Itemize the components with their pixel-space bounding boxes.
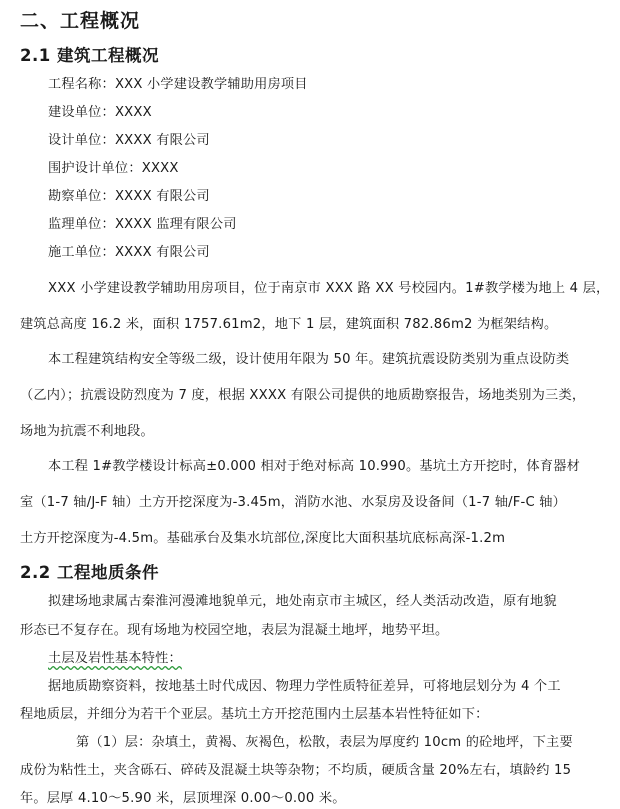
para-overview-line-1: XXX 小学建设教学辅助用房项目，位于南京市 XXX 路 XX 号校园内。1#教学楼为地上 4 层， (48, 281, 610, 296)
subsection-heading-building: 2.1 建筑工程概况 (20, 46, 159, 65)
para-seismic-line-2: （乙内）；抗震设防烈度为 7 度，根据 XXXX 有限公司提供的地质勘察报告，场地类别为三类， (20, 388, 586, 403)
para-excavation-line-1: 本工程 1#教学楼设计标高±0.000 相对于绝对标高 10.990。基坑土方开挖时，体育器材 (48, 459, 580, 474)
para-seismic-line-1: 本工程建筑结构安全等级二级，设计使用年限为 50 年。建筑抗震设防类别为重点设防类 (48, 352, 570, 367)
info-line-construction-unit: 建设单位：XXXX (48, 105, 152, 120)
info-line-project-name: 工程名称：XXX 小学建设教学辅助用房项目 (48, 77, 308, 92)
para-geology-line-2: 形态已不复存在。现有场地为校园空地，表层为混凝土地坪，地势平坦。 (20, 623, 449, 638)
info-line-enclosure-design-unit: 围护设计单位：XXXX (48, 161, 179, 176)
para-strata-line-1: 据地质勘察资料，按地基土时代成因、物理力学性质特征差异，可将地层划分为 4 个工 (48, 679, 561, 694)
info-line-supervision-unit: 监理单位：XXXX 监理有限公司 (48, 217, 237, 232)
soil-properties-heading: 土层及岩性基本特性： (48, 651, 182, 666)
info-line-design-unit: 设计单位：XXXX 有限公司 (48, 133, 210, 148)
layer-1-line-2: 成份为粘性土，夹含砾石、碎砖及混凝土块等杂物；不均质，硬质含量 20%左右，填龄约 15 (20, 763, 572, 778)
para-excavation-line-2: 室（1-7 轴/J-F 轴）土方开挖深度为-3.45m，消防水池、水泵房及设备间（1-7 轴/F-C 轴） (20, 495, 567, 510)
info-line-survey-unit: 勘察单位：XXXX 有限公司 (48, 189, 210, 204)
layer-1-line-3: 年。层厚 4.10～5.90 米，层顶埋深 0.00～0.00 米。 (20, 791, 346, 806)
para-geology-line-1: 拟建场地隶属古秦淮河漫滩地貌单元，地处南京市主城区，经人类活动改造，原有地貌 (48, 594, 557, 609)
subsection-heading-geology: 2.2 工程地质条件 (20, 563, 159, 582)
para-excavation-line-3: 土方开挖深度为-4.5m。基础承台及集水坑部位,深度比大面积基坑底标高深-1.2m (20, 531, 506, 546)
section-heading: 二、工程概况 (20, 10, 141, 32)
info-line-construction-contractor: 施工单位：XXXX 有限公司 (48, 245, 210, 260)
para-seismic-line-3: 场地为抗震不利地段。 (20, 424, 154, 439)
layer-1-line-1: 第（1）层：杂填土，黄褐、灰褐色，松散，表层为厚度约 10cm 的砼地坪，下主要 (76, 735, 573, 750)
para-strata-line-2: 程地质层，并细分为若干个亚层。基坑土方开挖范围内土层基本岩性特征如下： (20, 707, 489, 722)
para-overview-line-2: 建筑总高度 16.2 米，面积 1757.61m2，地下 1 层，建筑面积 782.86m2 为框架结构。 (20, 317, 558, 332)
